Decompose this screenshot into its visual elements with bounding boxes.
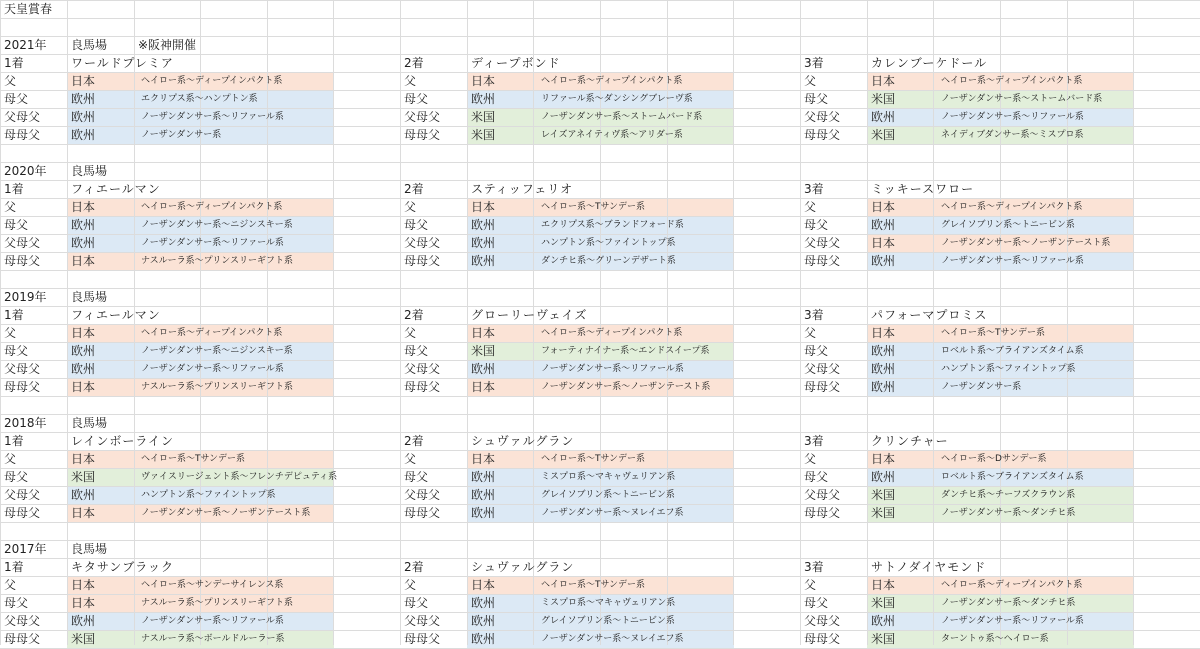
sire-line: ノーザンダンサー系～リファール系 <box>941 256 1084 266</box>
horse-name: ミッキースワロー <box>871 182 975 196</box>
pedigree-role: 父母父 <box>804 488 841 502</box>
pedigree-role: 母母父 <box>4 128 41 142</box>
pedigree-role: 母父 <box>404 92 429 106</box>
region-label: 日本 <box>471 74 496 88</box>
region-label: 欧州 <box>871 362 896 376</box>
pedigree-role: 父 <box>804 452 817 466</box>
sire-line: ノーザンダンサー系～リファール系 <box>141 364 284 374</box>
sire-line: ハンプトン系～ファイントップ系 <box>941 364 1076 374</box>
year-label: 2021年 <box>4 38 47 52</box>
sire-line: ノーザンダンサー系 <box>141 130 222 140</box>
pedigree-role: 母父 <box>4 92 29 106</box>
sire-line: ダンチヒ系～チーフズクラウン系 <box>941 490 1076 500</box>
region-label: 欧州 <box>871 110 896 124</box>
region-label: 米国 <box>871 596 896 610</box>
sire-line: ノーザンダンサー系～リファール系 <box>141 616 284 626</box>
pedigree-role: 父母父 <box>4 614 41 628</box>
place-label: 3着 <box>804 560 824 574</box>
region-label: 日本 <box>871 74 896 88</box>
sire-line: ノーザンダンサー系～ダンチヒ系 <box>941 598 1076 608</box>
sire-line: ヘイロー系～ディープインパクト系 <box>941 580 1083 590</box>
region-label: 米国 <box>871 632 896 646</box>
region-label: 米国 <box>871 506 896 520</box>
pedigree-role: 母母父 <box>404 380 441 394</box>
pedigree-role: 母母父 <box>4 380 41 394</box>
region-label: 欧州 <box>871 614 896 628</box>
sire-line: ナスルーラ系～プリンスリーギフト系 <box>141 598 294 608</box>
region-label: 欧州 <box>471 596 496 610</box>
horse-name: シュヴァルグラン <box>471 560 575 574</box>
sire-line: ヘイロー系～サンデーサイレンス系 <box>141 580 284 590</box>
place-label: 1着 <box>4 182 24 196</box>
pedigree-role: 父 <box>804 74 817 88</box>
sire-line: ヴァイスリージェント系～フレンチデピュティ系 <box>141 472 338 482</box>
year-label: 2019年 <box>4 290 47 304</box>
horse-name: カレンブーケドール <box>871 56 988 70</box>
region-label: 米国 <box>871 488 896 502</box>
region-label: 欧州 <box>471 506 496 520</box>
pedigree-role: 母父 <box>4 218 29 232</box>
pedigree-role: 父 <box>404 452 417 466</box>
year-label: 2020年 <box>4 164 47 178</box>
pedigree-role: 母母父 <box>404 506 441 520</box>
sire-line: ノーザンダンサー系～ダンチヒ系 <box>941 508 1076 518</box>
pedigree-role: 父 <box>4 200 17 214</box>
pedigree-role: 母母父 <box>804 380 841 394</box>
sire-line: ハンプトン系～ファイントップ系 <box>541 238 676 248</box>
pedigree-role: 母父 <box>804 344 829 358</box>
region-label: 日本 <box>71 200 96 214</box>
sheet-title: 天皇賞春 <box>4 2 53 16</box>
pedigree-role: 父母父 <box>404 614 441 628</box>
place-label: 3着 <box>804 434 824 448</box>
sire-line: リファール系～ダンシングブレーヴ系 <box>541 94 693 104</box>
horse-name: サトノダイヤモンド <box>871 560 987 574</box>
region-label: 欧州 <box>471 218 496 232</box>
pedigree-role: 母母父 <box>804 632 841 646</box>
sire-line: エクリプス系～ハンプトン系 <box>141 94 258 104</box>
pedigree-role: 母父 <box>404 344 429 358</box>
pedigree-role: 母父 <box>4 596 29 610</box>
sire-line: ヘイロー系～Tサンデー系 <box>541 202 646 212</box>
region-label: 日本 <box>71 74 96 88</box>
pedigree-role: 母父 <box>404 218 429 232</box>
region-label: 日本 <box>471 200 496 214</box>
region-label: 日本 <box>71 380 96 394</box>
horse-name: キタサンブラック <box>71 560 175 574</box>
region-label: 日本 <box>71 452 96 466</box>
region-label: 欧州 <box>471 470 496 484</box>
sire-line: ノーザンダンサー系～リファール系 <box>541 364 684 374</box>
horse-name: パフォーマプロミス <box>871 308 988 322</box>
pedigree-role: 母父 <box>804 92 829 106</box>
pedigree-role: 父 <box>4 74 17 88</box>
going-label: 良馬場 <box>71 164 108 178</box>
region-label: 米国 <box>471 110 496 124</box>
region-label: 日本 <box>71 506 96 520</box>
pedigree-role: 父 <box>404 326 417 340</box>
sire-line: レイズアネイティヴ系～アリダー系 <box>541 130 683 140</box>
grid-line <box>733 0 734 645</box>
region-label: 欧州 <box>71 218 96 232</box>
pedigree-role: 母母父 <box>404 128 441 142</box>
region-label: 欧州 <box>871 380 896 394</box>
horse-name: クリンチャー <box>871 434 949 448</box>
region-label: 欧州 <box>471 362 496 376</box>
pedigree-role: 父母父 <box>804 362 841 376</box>
place-label: 3着 <box>804 182 824 196</box>
region-label: 欧州 <box>71 488 96 502</box>
pedigree-role: 母母父 <box>804 506 841 520</box>
sire-line: ノーザンダンサー系～ヌレイエフ系 <box>541 634 684 644</box>
sire-line: ヘイロー系～ディープインパクト系 <box>541 76 683 86</box>
sire-line: ヘイロー系～ディープインパクト系 <box>141 76 283 86</box>
pedigree-role: 父母父 <box>4 488 41 502</box>
going-label: 良馬場 <box>71 38 108 52</box>
sire-line: ヘイロー系～ディープインパクト系 <box>541 328 683 338</box>
pedigree-role: 父母父 <box>404 110 441 124</box>
sire-line: ノーザンダンサー系～リファール系 <box>141 112 284 122</box>
sire-line: グレイソブリン系～トニービン系 <box>541 490 675 500</box>
sire-line: ノーザンダンサー系～リファール系 <box>941 112 1084 122</box>
sire-line: ノーザンダンサー系～ストームバード系 <box>541 112 703 122</box>
sire-line: ヘイロー系～Dサンデー系 <box>941 454 1047 464</box>
region-label: 米国 <box>471 344 496 358</box>
sire-line: ノーザンダンサー系～ノーザンテースト系 <box>541 382 711 392</box>
horse-name: フィエールマン <box>71 308 161 322</box>
sire-line: ミスプロ系～マキャヴェリアン系 <box>541 598 676 608</box>
region-label: 米国 <box>71 632 96 646</box>
sire-line: ノーザンダンサー系～ノーザンテースト系 <box>941 238 1111 248</box>
pedigree-role: 母父 <box>404 596 429 610</box>
place-label: 2着 <box>404 434 424 448</box>
sire-line: ノーザンダンサー系～ニジンスキー系 <box>141 346 293 356</box>
sire-line: ノーザンダンサー系 <box>941 382 1022 392</box>
pedigree-role: 父母父 <box>404 236 441 250</box>
region-label: 日本 <box>71 326 96 340</box>
pedigree-role: 母母父 <box>404 254 441 268</box>
pedigree-role: 母母父 <box>804 128 841 142</box>
region-label: 欧州 <box>471 92 496 106</box>
pedigree-role: 母父 <box>404 470 429 484</box>
region-label: 欧州 <box>471 614 496 628</box>
region-label: 日本 <box>71 578 96 592</box>
region-label: 欧州 <box>871 470 896 484</box>
region-label: 米国 <box>471 128 496 142</box>
region-label: 欧州 <box>471 254 496 268</box>
region-label: 日本 <box>71 596 96 610</box>
region-label: 米国 <box>71 470 96 484</box>
pedigree-role: 母母父 <box>4 506 41 520</box>
sire-line: ナスルーラ系～プリンスリーギフト系 <box>141 256 294 266</box>
pedigree-role: 父母父 <box>4 236 41 250</box>
place-label: 1着 <box>4 308 24 322</box>
sire-line: ターントゥ系～ヘイロー系 <box>941 634 1049 644</box>
region-label: 欧州 <box>71 92 96 106</box>
place-label: 2着 <box>404 560 424 574</box>
sire-line: ノーザンダンサー系～リファール系 <box>941 616 1084 626</box>
sire-line: ダンチヒ系～グリーンデザート系 <box>541 256 676 266</box>
region-label: 欧州 <box>871 344 896 358</box>
sire-line: ネイディブダンサー系～ミスプロ系 <box>941 130 1084 140</box>
region-label: 米国 <box>871 92 896 106</box>
sire-line: ノーザンダンサー系～リファール系 <box>141 238 284 248</box>
region-label: 日本 <box>71 254 96 268</box>
horse-name: フィエールマン <box>71 182 161 196</box>
sire-line: ノーザンダンサー系～ノーザンテースト系 <box>141 508 311 518</box>
pedigree-role: 父 <box>804 578 817 592</box>
grid-line <box>800 0 801 645</box>
place-label: 2着 <box>404 182 424 196</box>
sire-line: ナスルーラ系～プリンスリーギフト系 <box>141 382 294 392</box>
pedigree-role: 母母父 <box>4 254 41 268</box>
horse-name: グローリーヴェイズ <box>471 308 588 322</box>
pedigree-role: 母母父 <box>404 632 441 646</box>
sire-line: ノーザンダンサー系～ニジンスキー系 <box>141 220 293 230</box>
sire-line: ハンプトン系～ファイントップ系 <box>141 490 276 500</box>
sire-line: ノーザンダンサー系～ストームバード系 <box>941 94 1103 104</box>
sire-line: ノーザンダンサー系～ヌレイエフ系 <box>541 508 684 518</box>
region-label: 日本 <box>471 578 496 592</box>
sire-line: ロベルト系～ブライアンズタイム系 <box>941 472 1084 482</box>
grid-line <box>1133 0 1134 645</box>
going-label: 良馬場 <box>71 290 108 304</box>
region-label: 日本 <box>871 452 896 466</box>
pedigree-role: 父 <box>404 578 417 592</box>
region-label: 日本 <box>871 200 896 214</box>
grid-line <box>267 0 268 645</box>
pedigree-role: 父母父 <box>404 362 441 376</box>
pedigree-role: 母父 <box>804 218 829 232</box>
year-label: 2018年 <box>4 416 47 430</box>
region-label: 欧州 <box>471 488 496 502</box>
region-label: 日本 <box>471 380 496 394</box>
pedigree-role: 父母父 <box>804 614 841 628</box>
sire-line: グレイソブリン系～トニービン系 <box>541 616 675 626</box>
region-label: 欧州 <box>871 218 896 232</box>
pedigree-role: 父 <box>804 200 817 214</box>
region-label: 欧州 <box>71 614 96 628</box>
year-label: 2017年 <box>4 542 47 556</box>
place-label: 2着 <box>404 56 424 70</box>
grid-line <box>867 0 868 645</box>
grid-line <box>467 0 468 645</box>
pedigree-role: 父母父 <box>4 110 41 124</box>
region-label: 日本 <box>471 452 496 466</box>
place-label: 1着 <box>4 56 24 70</box>
sire-line: ナスルーラ系～ボールドルーラー系 <box>141 634 285 644</box>
grid-line <box>333 0 334 645</box>
pedigree-role: 父 <box>404 200 417 214</box>
horse-name: ワールドプレミア <box>71 56 174 70</box>
place-label: 1着 <box>4 560 24 574</box>
pedigree-role: 父 <box>804 326 817 340</box>
region-label: 欧州 <box>71 236 96 250</box>
region-label: 日本 <box>871 326 896 340</box>
pedigree-role: 父 <box>4 452 17 466</box>
sire-line: ヘイロー系～ディープインパクト系 <box>141 202 283 212</box>
pedigree-role: 母母父 <box>4 632 41 646</box>
region-label: 欧州 <box>871 254 896 268</box>
region-label: 欧州 <box>71 110 96 124</box>
pedigree-role: 母父 <box>4 470 29 484</box>
pedigree-role: 母父 <box>804 596 829 610</box>
place-label: 1着 <box>4 434 24 448</box>
sire-line: ヘイロー系～ディープインパクト系 <box>941 202 1083 212</box>
pedigree-role: 母父 <box>4 344 29 358</box>
horse-name: シュヴァルグラン <box>471 434 575 448</box>
pedigree-role: 母母父 <box>804 254 841 268</box>
sire-line: ヘイロー系～Tサンデー系 <box>941 328 1046 338</box>
place-label: 3着 <box>804 56 824 70</box>
place-label: 3着 <box>804 308 824 322</box>
region-label: 日本 <box>471 326 496 340</box>
pedigree-role: 父母父 <box>4 362 41 376</box>
sire-line: ヘイロー系～Tサンデー系 <box>541 454 646 464</box>
region-label: 欧州 <box>471 236 496 250</box>
sire-line: ヘイロー系～Tサンデー系 <box>541 580 646 590</box>
grid-line <box>400 0 401 645</box>
pedigree-role: 父 <box>4 326 17 340</box>
sire-line: ヘイロー系～ディープインパクト系 <box>941 76 1083 86</box>
pedigree-role: 父母父 <box>804 236 841 250</box>
pedigree-role: 父母父 <box>804 110 841 124</box>
region-label: 欧州 <box>71 362 96 376</box>
horse-name: レインボーライン <box>71 434 175 448</box>
pedigree-role: 父母父 <box>404 488 441 502</box>
place-label: 2着 <box>404 308 424 322</box>
going-label: 良馬場 <box>71 542 108 556</box>
grid-line <box>0 0 1 645</box>
sire-line: フォーティナイナー系～エンドスイープ系 <box>541 346 710 356</box>
pedigree-role: 母父 <box>804 470 829 484</box>
region-label: 日本 <box>871 236 896 250</box>
sire-line: ヘイロー系～Tサンデー系 <box>141 454 246 464</box>
region-label: 欧州 <box>71 128 96 142</box>
sire-line: ミスプロ系～マキャヴェリアン系 <box>541 472 676 482</box>
grid-line <box>67 0 68 645</box>
pedigree-role: 父 <box>4 578 17 592</box>
sire-line: エクリプス系～ブランドフォード系 <box>541 220 684 230</box>
region-label: 米国 <box>871 128 896 142</box>
sire-line: ロベルト系～ブライアンズタイム系 <box>941 346 1084 356</box>
sire-line: ヘイロー系～ディープインパクト系 <box>141 328 283 338</box>
horse-name: ディープボンド <box>471 56 561 70</box>
going-label: 良馬場 <box>71 416 108 430</box>
pedigree-role: 父 <box>404 74 417 88</box>
region-label: 日本 <box>871 578 896 592</box>
venue-note: ※阪神開催 <box>138 38 197 52</box>
horse-name: スティッフェリオ <box>471 182 574 196</box>
region-label: 欧州 <box>471 632 496 646</box>
sire-line: グレイソブリン系～トニービン系 <box>941 220 1075 230</box>
region-label: 欧州 <box>71 344 96 358</box>
